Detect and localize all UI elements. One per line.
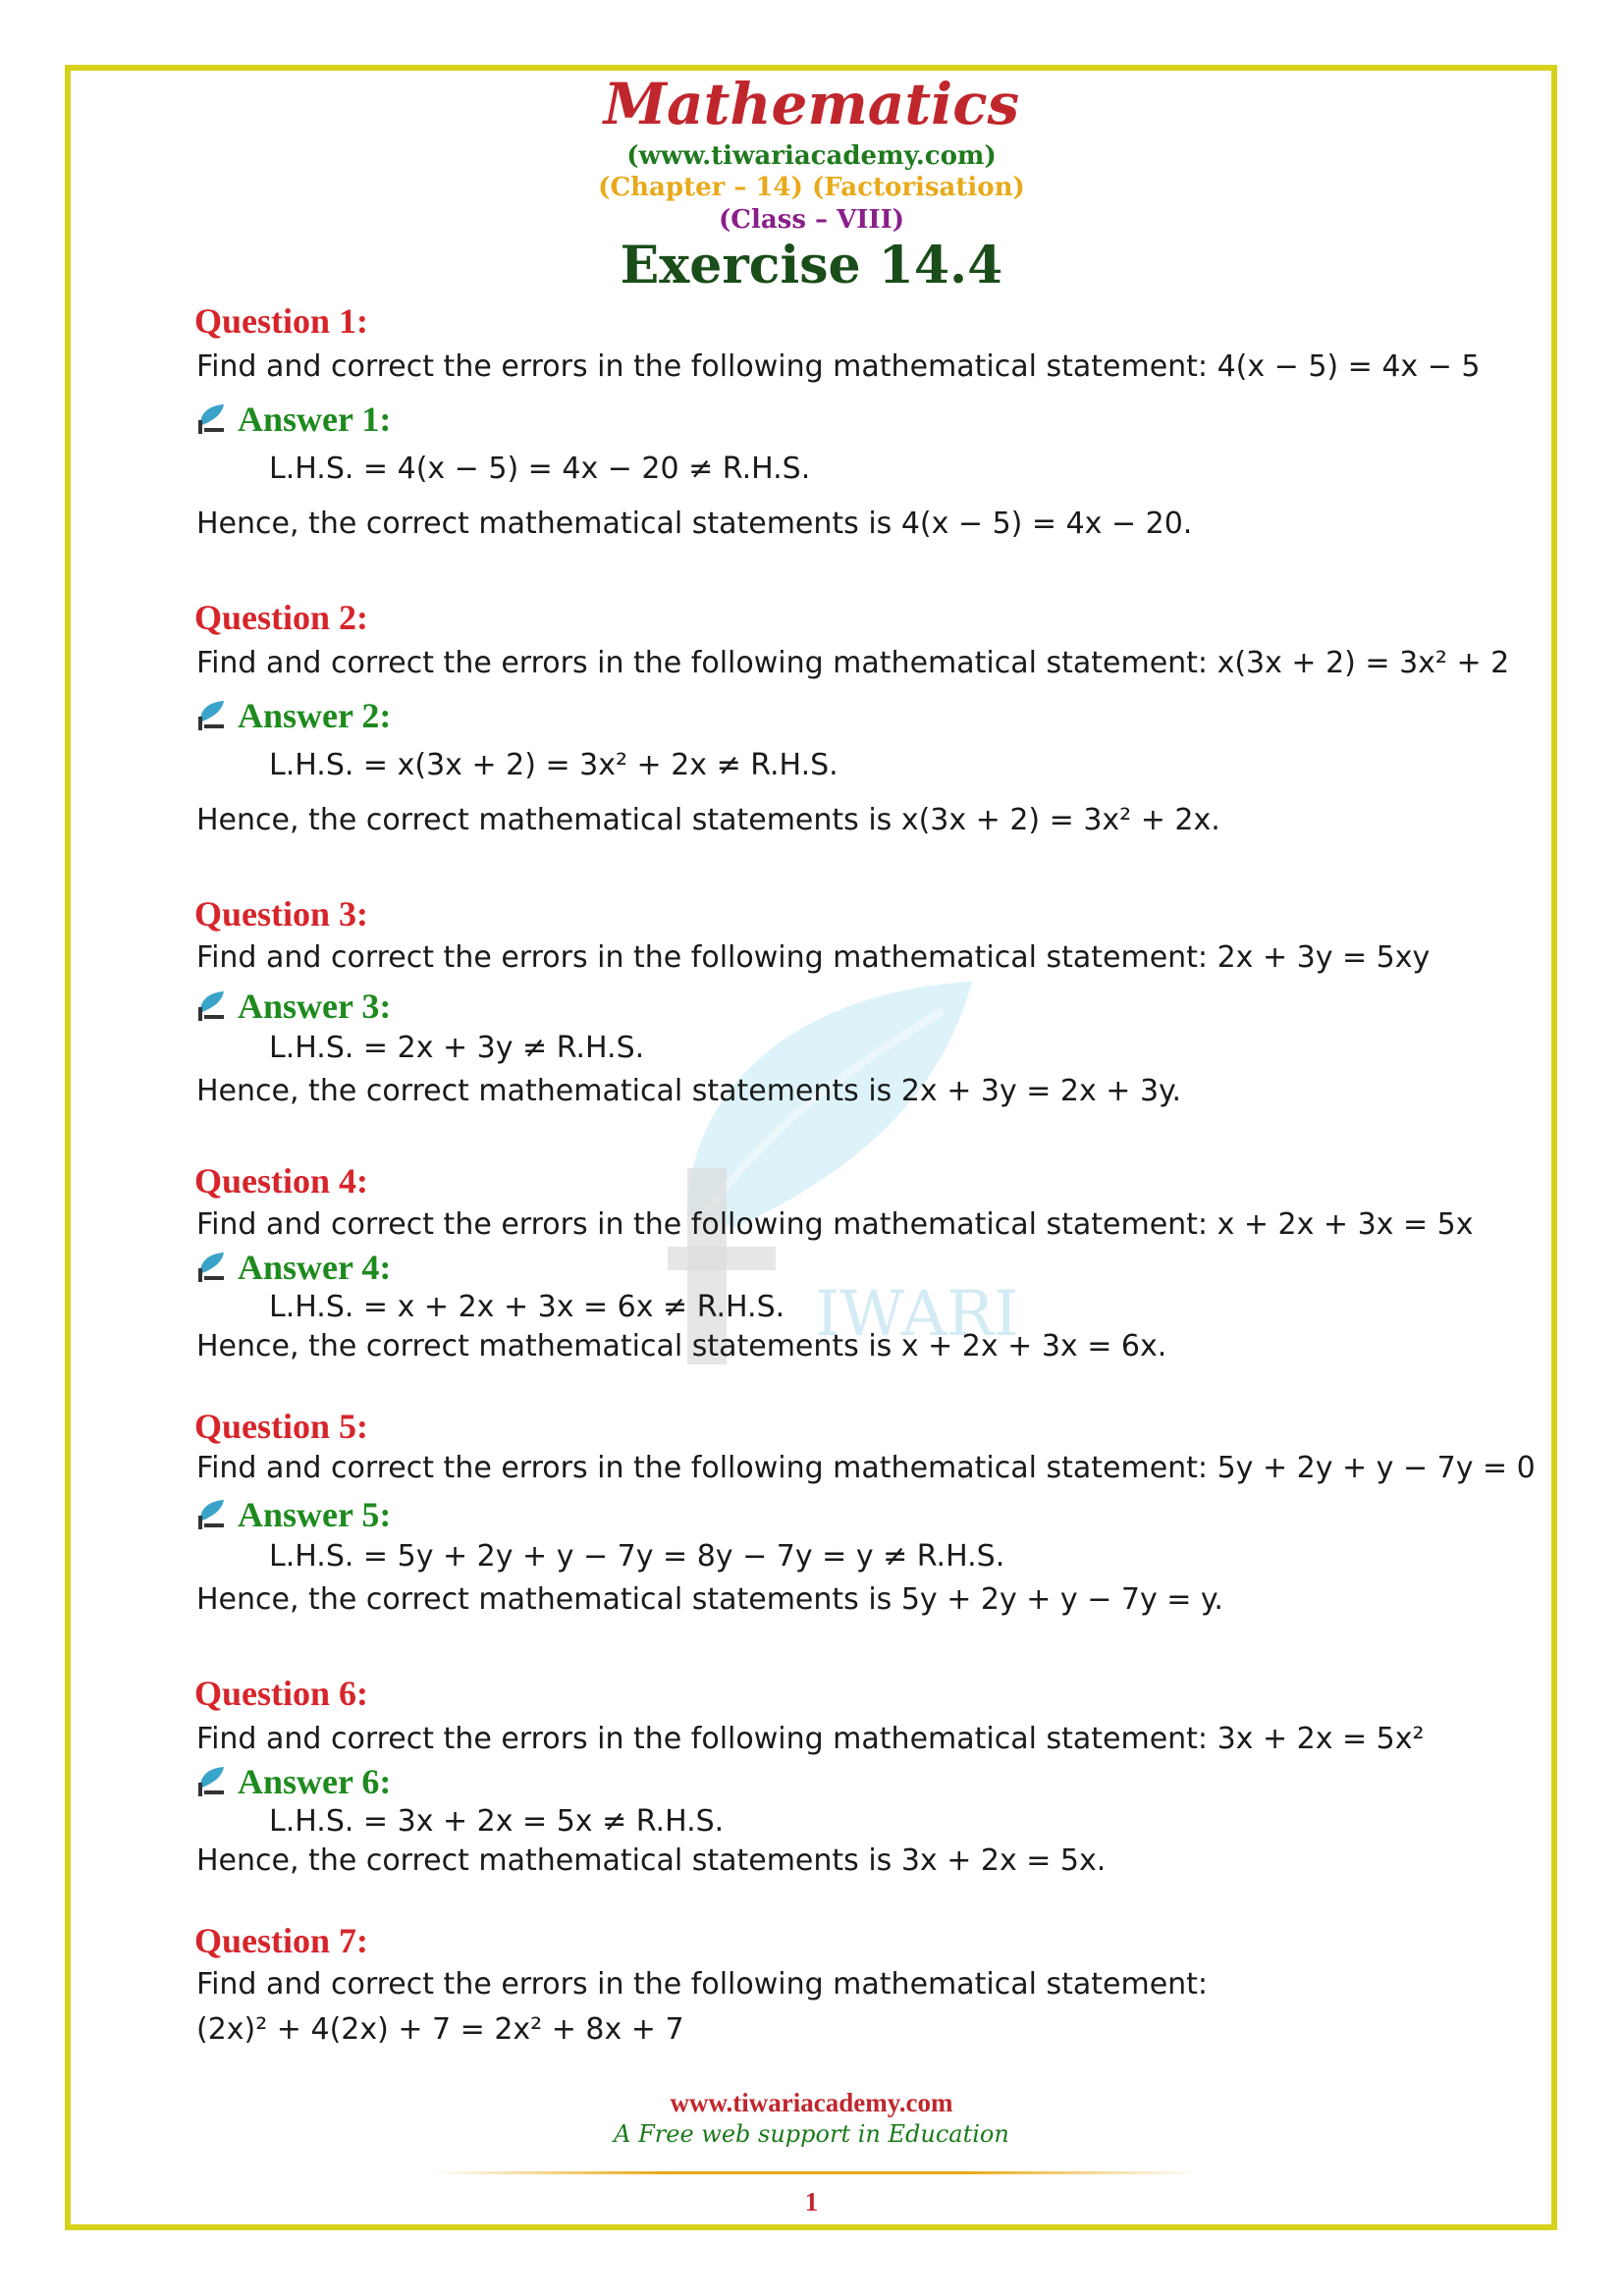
answer-label: Answer 1: — [238, 400, 392, 439]
answer-2-conclusion: Hence, the correct mathematical statements is x(3x + 2) = 3x² + 2x. — [196, 803, 1220, 837]
question-1-statement: Find and correct the errors in the following mathematical statement: 4(x − 5) = 4x − 5 — [196, 349, 1481, 384]
question-6-heading: Question 6: — [194, 1674, 369, 1713]
answer-5-conclusion: Hence, the correct mathematical statements is 5y + 2y + y − 7y = y. — [196, 1582, 1223, 1617]
tiwari-logo-icon — [194, 402, 228, 436]
answer-1-conclusion: Hence, the correct mathematical statements is 4(x − 5) = 4x − 20. — [196, 507, 1193, 541]
answer-4-work: L.H.S. = x + 2x + 3x = 6x ≠ R.H.S. — [269, 1290, 785, 1324]
answer-label: Answer 3: — [238, 987, 392, 1026]
question-2-statement: Find and correct the errors in the following mathematical statement: x(3x + 2) = 3x² + 2 — [196, 646, 1510, 680]
tiwari-logo-icon — [194, 989, 228, 1023]
tiwari-logo-icon — [194, 1765, 228, 1798]
answer-1-work: L.H.S. = 4(x − 5) = 4x − 20 ≠ R.H.S. — [269, 452, 811, 486]
answer-label: Answer 2: — [238, 696, 392, 735]
answer-2-heading — [194, 695, 391, 736]
watermark-text: IWARI — [815, 1278, 1019, 1351]
question-4-heading: Question 4: — [194, 1161, 369, 1201]
tiwari-logo-icon — [194, 1251, 228, 1284]
header-class: (Class – VIII) — [718, 205, 905, 235]
question-6-statement: Find and correct the errors in the following mathematical statement: 3x + 2x = 5x² — [196, 1722, 1425, 1756]
answer-label: Answer 5: — [238, 1495, 392, 1534]
header-chapter: (Chapter – 14) (Factorisation) — [598, 173, 1025, 202]
question-5-heading: Question 5: — [194, 1407, 369, 1446]
question-5-statement: Find and correct the errors in the following mathematical statement: 5y + 2y + y − 7y = 0 — [196, 1451, 1536, 1485]
question-2-heading: Question 2: — [194, 598, 369, 637]
answer-label: Answer 4: — [238, 1248, 392, 1287]
exercise-title: Exercise 14.4 — [620, 236, 1003, 295]
page-title: Mathematics — [603, 71, 1020, 137]
answer-4-conclusion: Hence, the correct mathematical statements is x + 2x + 3x = 6x. — [196, 1329, 1167, 1363]
question-7-heading: Question 7: — [194, 1921, 369, 1960]
answer-5-work: L.H.S. = 5y + 2y + y − 7y = 8y − 7y = y ≠ R.H.S. — [269, 1539, 1005, 1574]
answer-6-work: L.H.S. = 3x + 2x = 5x ≠ R.H.S. — [269, 1804, 725, 1839]
answer-5-heading — [194, 1494, 391, 1535]
question-7-statement: Find and correct the errors in the following mathematical statement: — [196, 1967, 1209, 2002]
header-site: (www.tiwariacademy.com) — [626, 141, 997, 171]
tiwari-logo-icon — [194, 699, 228, 732]
tiwari-logo-icon — [194, 1498, 228, 1531]
question-4-statement: Find and correct the errors in the following mathematical statement: x + 2x + 3x = 5x — [196, 1207, 1474, 1242]
answer-3-work: L.H.S. = 2x + 3y ≠ R.H.S. — [269, 1031, 645, 1065]
answer-3-heading — [194, 986, 391, 1027]
answer-3-conclusion: Hence, the correct mathematical statements is 2x + 3y = 2x + 3y. — [196, 1074, 1182, 1108]
answer-4-heading — [194, 1247, 391, 1288]
footer-divider — [432, 2171, 1198, 2174]
footer-tagline: A Free web support in Education — [614, 2120, 1009, 2148]
question-3-heading: Question 3: — [194, 894, 369, 934]
answer-2-work: L.H.S. = x(3x + 2) = 3x² + 2x ≠ R.H.S. — [269, 748, 839, 782]
question-1-heading: Question 1: — [194, 301, 369, 341]
question-3-statement: Find and correct the errors in the following mathematical statement: 2x + 3y = 5xy — [196, 940, 1431, 975]
question-7-expression: (2x)² + 4(2x) + 7 = 2x² + 8x + 7 — [196, 2012, 684, 2047]
answer-6-conclusion: Hence, the correct mathematical statements is 3x + 2x = 5x. — [196, 1843, 1107, 1878]
page-number: 1 — [804, 2187, 819, 2216]
answer-label: Answer 6: — [238, 1762, 392, 1801]
footer-site: www.tiwariacademy.com — [670, 2088, 953, 2117]
answer-6-heading — [194, 1761, 391, 1802]
answer-1-heading — [194, 399, 391, 440]
